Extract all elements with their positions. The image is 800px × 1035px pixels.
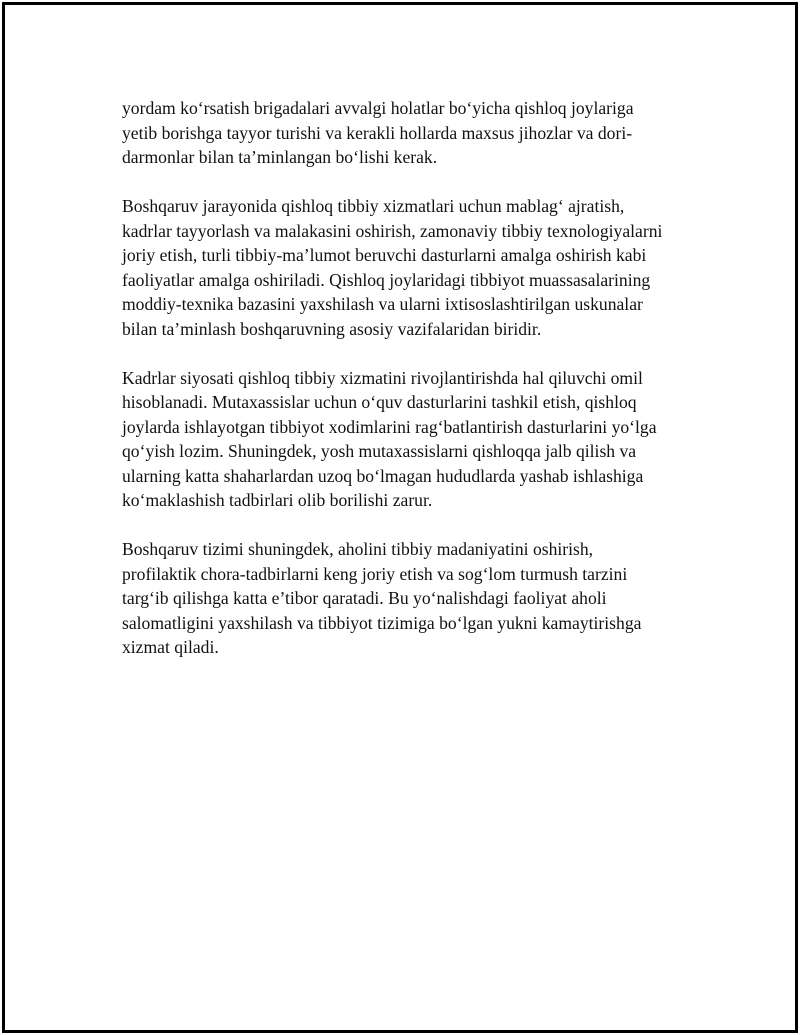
text-line: bilan ta’minlash boshqaruvning asosiy vazifalaridan biridir. [122, 318, 542, 339]
text-line: Kadrlar siyosati qishloq tibbiy xizmatini rivojlantirishda hal qiluvchi omil [122, 367, 643, 388]
text-line: yetib borishga tayyor turishi va kerakli hollarda maxsus jihozlar va dori- [122, 122, 633, 143]
text-line: Boshqaruv jarayonida qishloq tibbiy xizmatlari uchun mablag‘ ajratish, [122, 196, 625, 216]
paragraph-2 [122, 194, 702, 341]
text-line: joriy etish, turli tibbiy-ma’lumot beruvchi dasturlarni amalga oshirish kabi [122, 245, 647, 265]
text-line: kadrlar tayyorlash va malakasini oshirish, zamonaviy tibbiy texnologiyalarni [122, 220, 663, 241]
text-line: qo‘yish lozim. Shuningdek, yosh mutaxassislarni qishloqqa jalb qilish va [122, 441, 637, 461]
text-line: profilaktik chora-tadbirlarni keng joriy etish va sog‘lom turmush tarzini [122, 563, 628, 584]
text-line: faoliyatlar amalga oshiriladi. Qishloq joylaridagi tibbiyot muassasalarining [122, 269, 651, 290]
page-frame [2, 2, 798, 1033]
text-line: yordam ko‘rsatish brigadalari avvalgi holatlar bo‘yicha qishloq joylariga [122, 98, 634, 118]
text-line: darmonlar bilan ta’minlangan bo‘lishi kerak. [122, 147, 438, 167]
text-line: targ‘ib qilishga katta e’tibor qaratadi. Bu yo‘nalishdagi faoliyat aholi [122, 588, 607, 608]
document-body [122, 96, 702, 684]
text-line: moddiy-texnika bazasini yaxshilash va ularni ixtisoslashtirilgan uskunalar [122, 294, 643, 314]
text-line: xizmat qiladi. [122, 637, 219, 657]
text-line: salomatligini yaxshilash va tibbiyot tizimiga bo‘lgan yukni kamaytirishga [122, 612, 642, 633]
text-line: ko‘maklashish tadbirlari olib borilishi zarur. [122, 490, 433, 510]
text-line: hisoblanadi. Mutaxassislar uchun o‘quv dasturlarini tashkil etish, qishloq [122, 392, 637, 412]
paragraph-3 [122, 366, 702, 513]
text-line: ularning katta shaharlardan uzoq bo‘lmagan hududlarda yashab ishlashiga [122, 465, 644, 486]
paragraph-1 [122, 96, 702, 170]
paragraph-4 [122, 537, 702, 660]
text-line: Boshqaruv tizimi shuningdek, aholini tibbiy madaniyatini oshirish, [122, 539, 594, 559]
text-line: joylarda ishlayotgan tibbiyot xodimlarini rag‘batlantirish dasturlarini yo‘lga [122, 416, 657, 437]
